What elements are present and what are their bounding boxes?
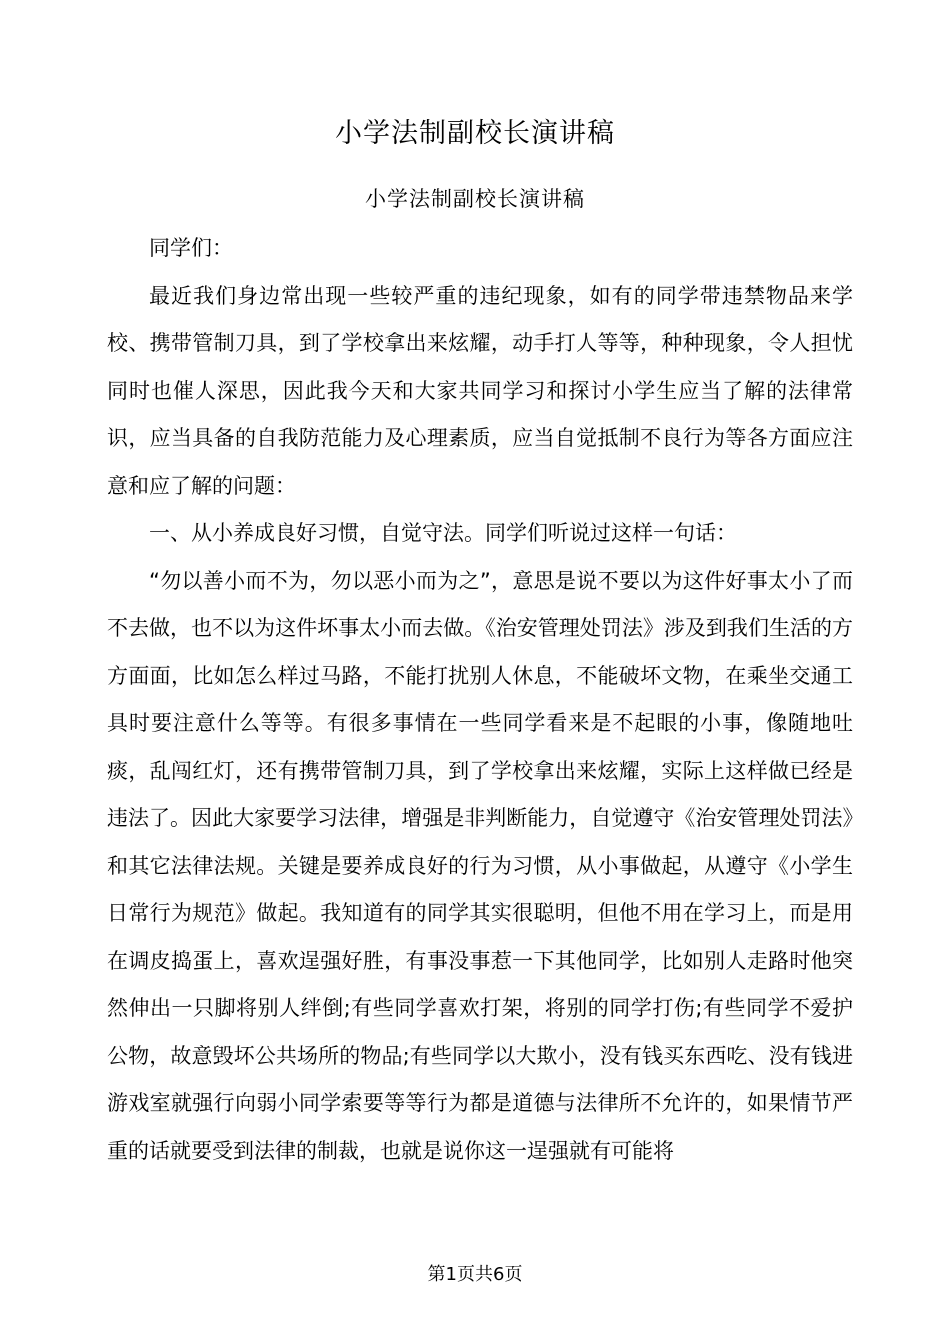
- document-subtitle: 小学法制副校长演讲稿: [365, 187, 585, 211]
- salutation: 同学们：: [149, 236, 233, 260]
- paragraph: “勿以善小而不为，勿以恶小而为之”，意思是说不要以为这件好事太小了而不去做，也不以为这件坏事太小而去做。《治安管理处罚法》涉及到我们生活的方方面面，比如怎么样过马路，不能打扰别人休息，不能破坏文物，在乘坐交通工具时要注意什么等等。有很多事情在一些同学看来是不起眼的小事，像随地吐痰，乱闯红灯，还有携带管制刀具，到了学校拿出来炫耀，实际上这样做已经是违法了。因此大家要学习法律，增强是非判断能力，自觉遵守《治安管理处罚法》和其它法律法规。关键是要养成良好的行为习惯，从小事做起，从遵守《小学生日常行为规范》做起。我知道有的同学其实很聪明，但他不用在学习上，而是用在调皮捣蛋上，喜欢逞强好胜，有事没事惹一下其他同学，比如别人走路时他突然伸出一只脚将别人绊倒;有些同学喜欢打架，将别的同学打伤;有些同学不爱护公物，故意毁坏公共场所的物品;有些同学以大欺小，没有钱买东西吃、没有钱进游戏室就强行向弱小同学索要等等行为都是道德与法律所不允许的，如果情节严重的话就要受到法律的制裁，也就是说你这一逞强就有可能将: [107, 568, 853, 1163]
- document-body: [107, 225, 853, 1175]
- paragraph: 最近我们身边常出现一些较严重的违纪现象，如有的同学带违禁物品来学校、携带管制刀具，到了学校拿出来炫耀，动手打人等等，种种现象，令人担忧同时也催人深思，因此我今天和大家共同学习和探讨小学生应当了解的法律常识，应当具备的自我防范能力及心理素质，应当自觉抵制不良行为等各方面应注意和应了解的问题：: [107, 283, 853, 498]
- page-number: 第1页共6页: [427, 1264, 523, 1285]
- document-title: 小学法制副校长演讲稿: [335, 118, 615, 149]
- paragraph: 一、从小养成良好习惯，自觉守法。同学们听说过这样一句话：: [149, 521, 737, 545]
